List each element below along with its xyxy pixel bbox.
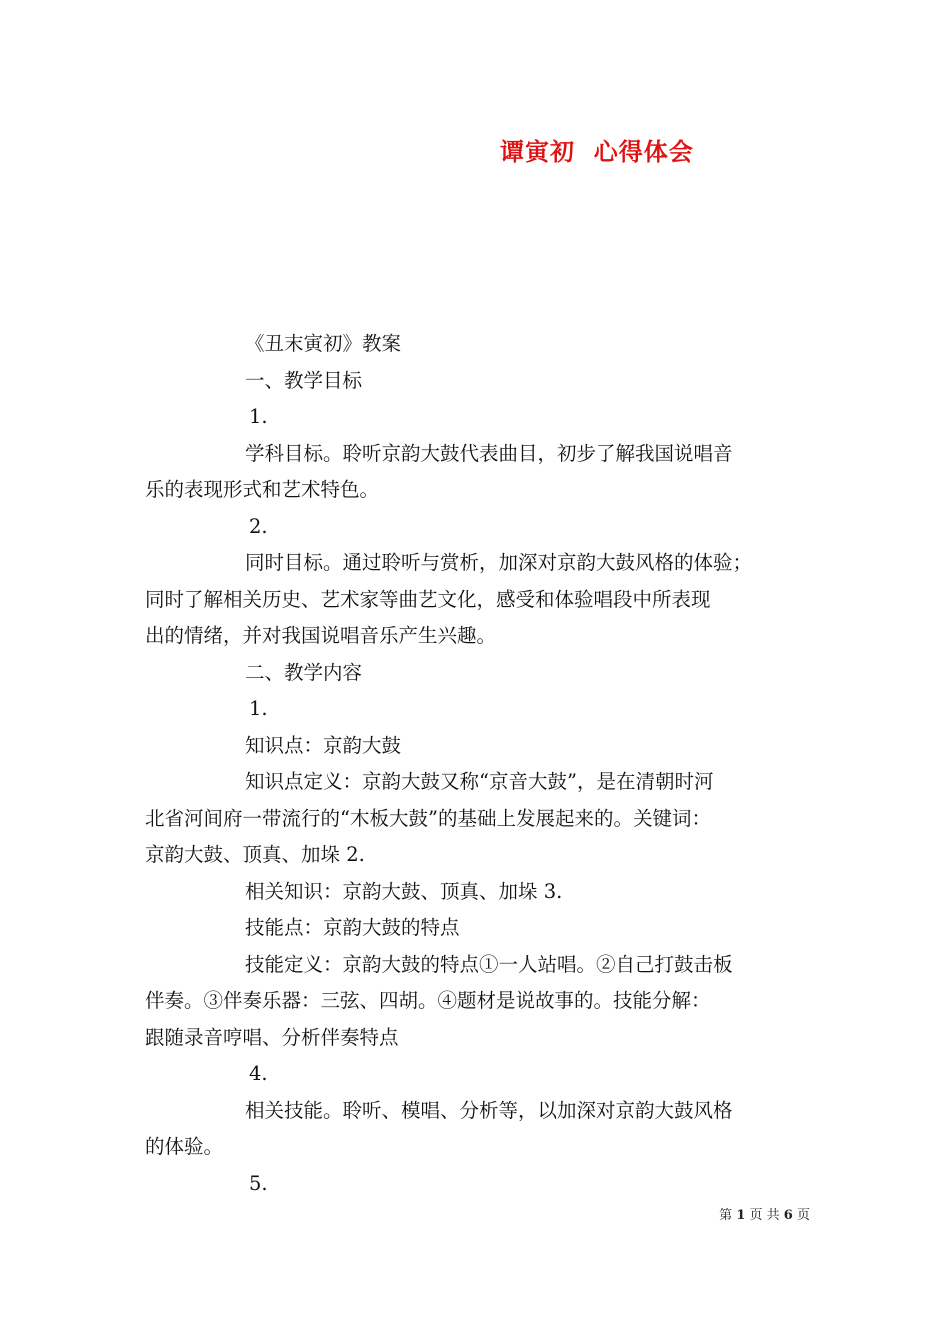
body-line: 技能点：京韵大鼓的特点 xyxy=(245,916,460,939)
body-line: 跟随录音哼唱、分析伴奏特点 xyxy=(145,1025,399,1049)
body-line: 北省河间府一带流行的“木板大鼓”的基础上发展起来的。关键词： xyxy=(145,806,711,830)
body-line: 同时了解相关历史、艺术家等曲艺文化，感受和体验唱段中所表现 xyxy=(145,587,711,611)
document-title: 谭寅初 心得体会 xyxy=(500,137,694,166)
body-line: 学科目标。聆听京韵大鼓代表曲目，初步了解我国说唱音 xyxy=(245,441,733,465)
body-line: 1. xyxy=(249,697,268,720)
body-line: 1. xyxy=(249,405,268,428)
body-line: 伴奏。③伴奏乐器：三弦、四胡。④题材是说故事的。技能分解： xyxy=(145,989,711,1012)
page-footer xyxy=(0,1204,810,1223)
body-line: 《丑末寅初》教案 xyxy=(245,332,402,355)
body-line: 相关知识：京韵大鼓、顶真、加垛 3. xyxy=(245,879,563,903)
body-line: 知识点定义：京韵大鼓又称“京音大鼓”，是在清朝时河 xyxy=(245,770,714,793)
body-line: 技能定义：京韵大鼓的特点①一人站唱。②自己打鼓击板 xyxy=(245,952,733,976)
body-line: 5. xyxy=(249,1171,268,1195)
body-line: 出的情绪，并对我国说唱音乐产生兴趣。 xyxy=(145,624,497,647)
body-line: 京韵大鼓、顶真、加垛 2. xyxy=(145,843,365,866)
body-line: 二、教学内容 xyxy=(245,660,363,684)
body-line: 同时目标。通过聆听与赏析，加深对京韵大鼓风格的体验； xyxy=(245,551,753,574)
footer-prefix: 第 xyxy=(719,1208,733,1223)
body-line: 相关技能。聆听、模唱、分析等，以加深对京韵大鼓风格 xyxy=(245,1098,733,1122)
body-line: 一、教学目标 xyxy=(245,368,363,392)
footer-page-number: 1 xyxy=(736,1208,746,1223)
document-body xyxy=(145,326,810,1202)
body-line: 4. xyxy=(249,1062,268,1085)
footer-suffix: 页 xyxy=(796,1208,810,1223)
body-line: 乐的表现形式和艺术特色。 xyxy=(145,478,380,501)
footer-middle: 页 共 xyxy=(749,1208,780,1223)
footer-total-pages: 6 xyxy=(783,1208,793,1223)
body-line: 知识点：京韵大鼓 xyxy=(245,733,402,757)
body-line: 的体验。 xyxy=(145,1135,224,1158)
body-line: 2. xyxy=(249,514,268,538)
